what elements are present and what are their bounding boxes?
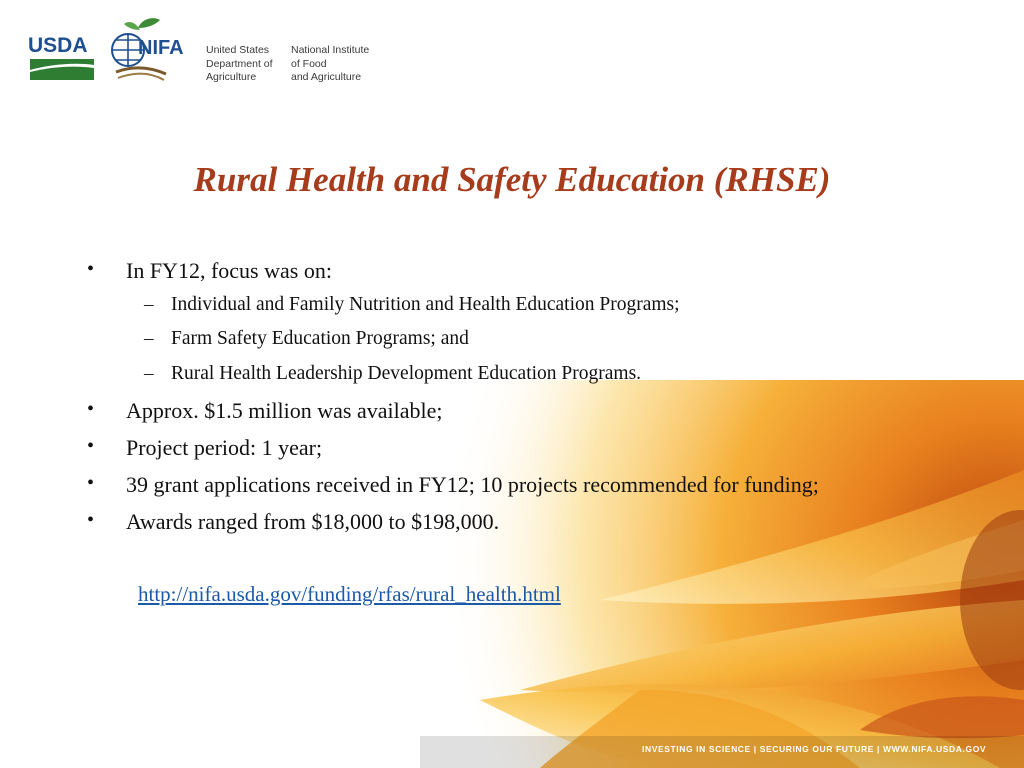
sub-bullet-text: Rural Health Leadership Development Education Programs.	[171, 363, 642, 384]
bullet-text: 39 grant applications received in FY12; 10 projects recommended for funding;	[126, 472, 819, 497]
agency-name-line: Agriculture	[206, 71, 257, 83]
sub-bullet-marker: –	[144, 328, 154, 349]
sub-bullet-marker: –	[144, 294, 154, 315]
bullet-text: Project period: 1 year;	[126, 435, 323, 460]
bullet-marker: •	[87, 472, 95, 494]
sub-bullet-marker: –	[144, 363, 154, 384]
agency-name-line: and Agriculture	[291, 71, 362, 83]
nifa-logo-text: NIFA	[138, 37, 184, 59]
bullet-text: Awards ranged from $18,000 to $198,000.	[126, 509, 500, 534]
agency-name-line: United States	[206, 44, 270, 56]
footer-tagline: INVESTING IN SCIENCE | SECURING OUR FUTURE | WWW.NIFA.USDA.GOV	[642, 744, 987, 754]
agency-name-line: of Food	[291, 57, 327, 70]
bullet-marker: •	[87, 435, 95, 457]
agency-name-line: Department of	[206, 57, 273, 70]
bullet-marker: •	[87, 398, 95, 420]
rhse-funding-link[interactable]: http://nifa.usda.gov/funding/rfas/rural_health.html	[138, 582, 561, 606]
sub-bullet-text: Farm Safety Education Programs; and	[171, 328, 469, 349]
bullet-text: Approx. $1.5 million was available;	[126, 398, 443, 423]
agency-name-line: National Institute	[291, 44, 370, 56]
sub-bullet-text: Individual and Family Nutrition and Health Education Programs;	[171, 294, 680, 315]
slide-title: Rural Health and Safety Education (RHSE)	[193, 160, 831, 199]
bullet-marker: •	[87, 258, 95, 280]
usda-logo-text: USDA	[28, 34, 88, 57]
bullet-text: In FY12, focus was on:	[126, 258, 332, 283]
bullet-marker: •	[87, 509, 95, 531]
